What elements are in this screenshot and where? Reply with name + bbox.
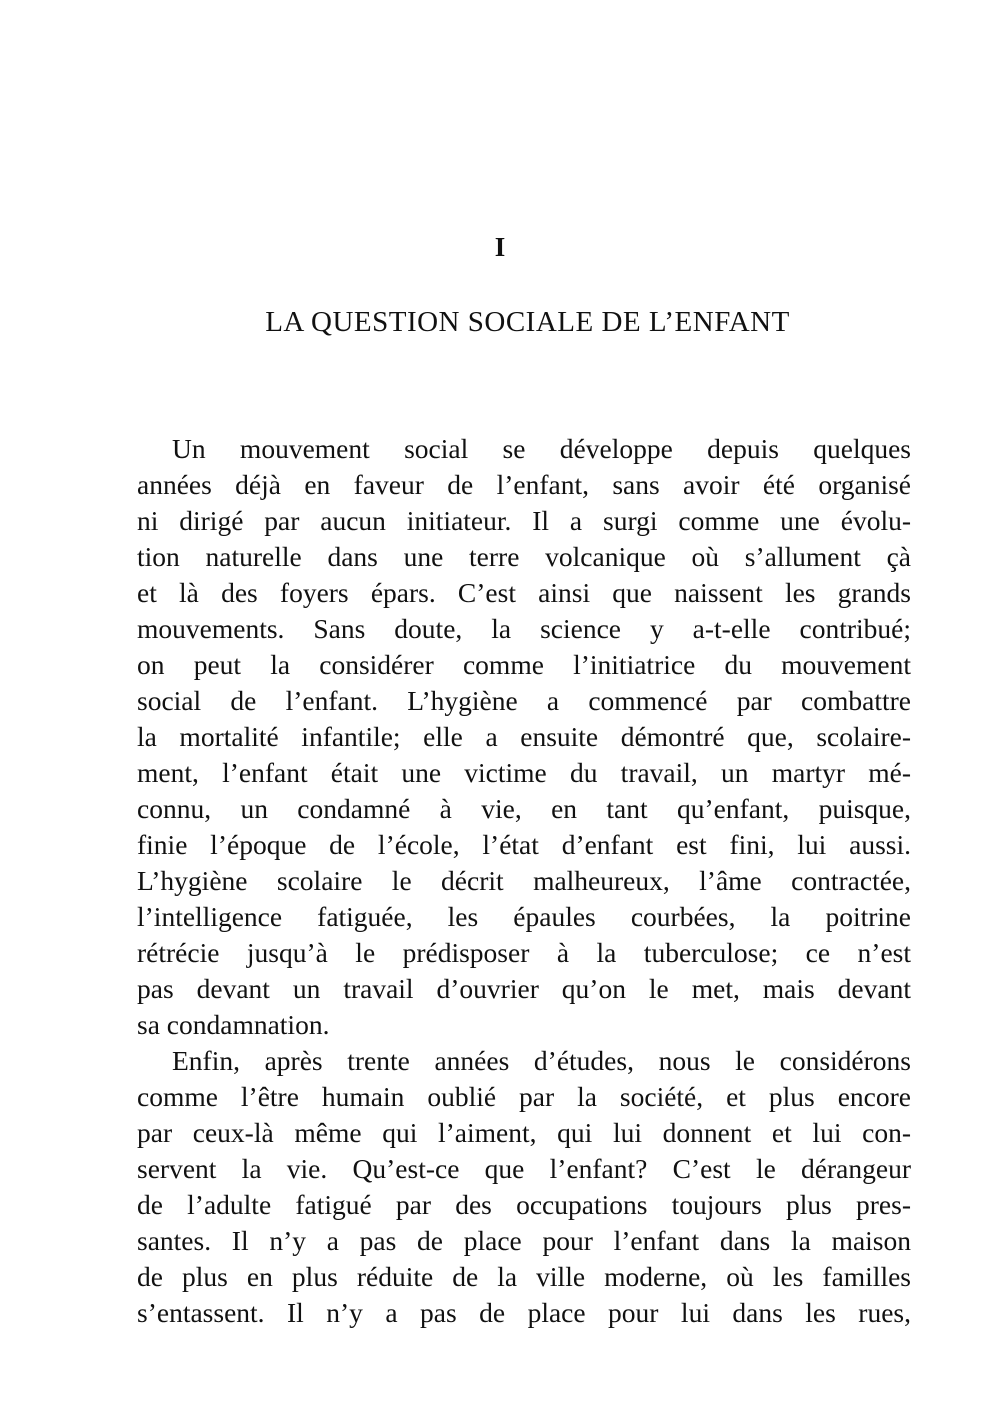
text-line: rétrécie jusqu’à le prédisposer à la tuberculose; ce n’est — [137, 937, 911, 968]
text-line: comme l’être humain oublié par la société, et plus encore — [137, 1081, 911, 1112]
text-line: social de l’enfant. L’hygiène a commencé par combattre — [137, 685, 911, 716]
text-line: Un mouvement social se développe depuis quelques — [172, 433, 911, 464]
body-text — [137, 431, 911, 1331]
text-line: et là des foyers épars. C’est ainsi que naissent les grands — [137, 577, 911, 608]
text-line: sa condamnation. — [137, 1009, 330, 1040]
text-line: tion naturelle dans une terre volcanique où s’allument çà — [137, 541, 911, 572]
text-line: finie l’époque de l’école, l’état d’enfant est fini, lui aussi. — [137, 829, 911, 860]
text-line: s’entassent. Il n’y a pas de place pour lui dans les rues, — [137, 1297, 911, 1328]
text-line: années déjà en faveur de l’enfant, sans avoir été organisé — [137, 469, 911, 500]
text-line: santes. Il n’y a pas de place pour l’enfant dans la maison — [137, 1225, 911, 1256]
text-line: connu, un condamné à vie, en tant qu’enfant, puisque, — [137, 793, 911, 824]
chapter-number: I — [494, 232, 506, 262]
text-line: la mortalité infantile; elle a ensuite démontré que, scolaire- — [137, 721, 911, 752]
text-line: servent la vie. Qu’est-ce que l’enfant? C’est le dérangeur — [137, 1153, 911, 1184]
text-line: mouvements. Sans doute, la science y a-t-elle contribué; — [137, 613, 911, 644]
text-line: de l’adulte fatigué par des occupations toujours plus pres- — [137, 1189, 911, 1220]
text-line: par ceux-là même qui l’aiment, qui lui donnent et lui con- — [137, 1117, 911, 1148]
paragraph-2 — [137, 1043, 911, 1331]
text-line: de plus en plus réduite de la ville moderne, où les familles — [137, 1261, 911, 1292]
text-line: pas devant un travail d’ouvrier qu’on le met, mais devant — [137, 973, 911, 1004]
chapter-title: LA QUESTION SOCIALE DE L’ENFANT — [265, 306, 790, 338]
text-line: ni dirigé par aucun initiateur. Il a surgi comme une évolu- — [137, 505, 911, 536]
paragraph-1 — [137, 431, 911, 1043]
text-line: Enfin, après trente années d’études, nous le considérons — [172, 1045, 911, 1076]
text-line: on peut la considérer comme l’initiatrice du mouvement — [137, 649, 911, 680]
text-line: l’intelligence fatiguée, les épaules courbées, la poitrine — [137, 901, 911, 932]
text-line: L’hygiène scolaire le décrit malheureux, l’âme contractée, — [137, 865, 911, 896]
text-line: ment, l’enfant était une victime du travail, un martyr mé- — [137, 757, 911, 788]
